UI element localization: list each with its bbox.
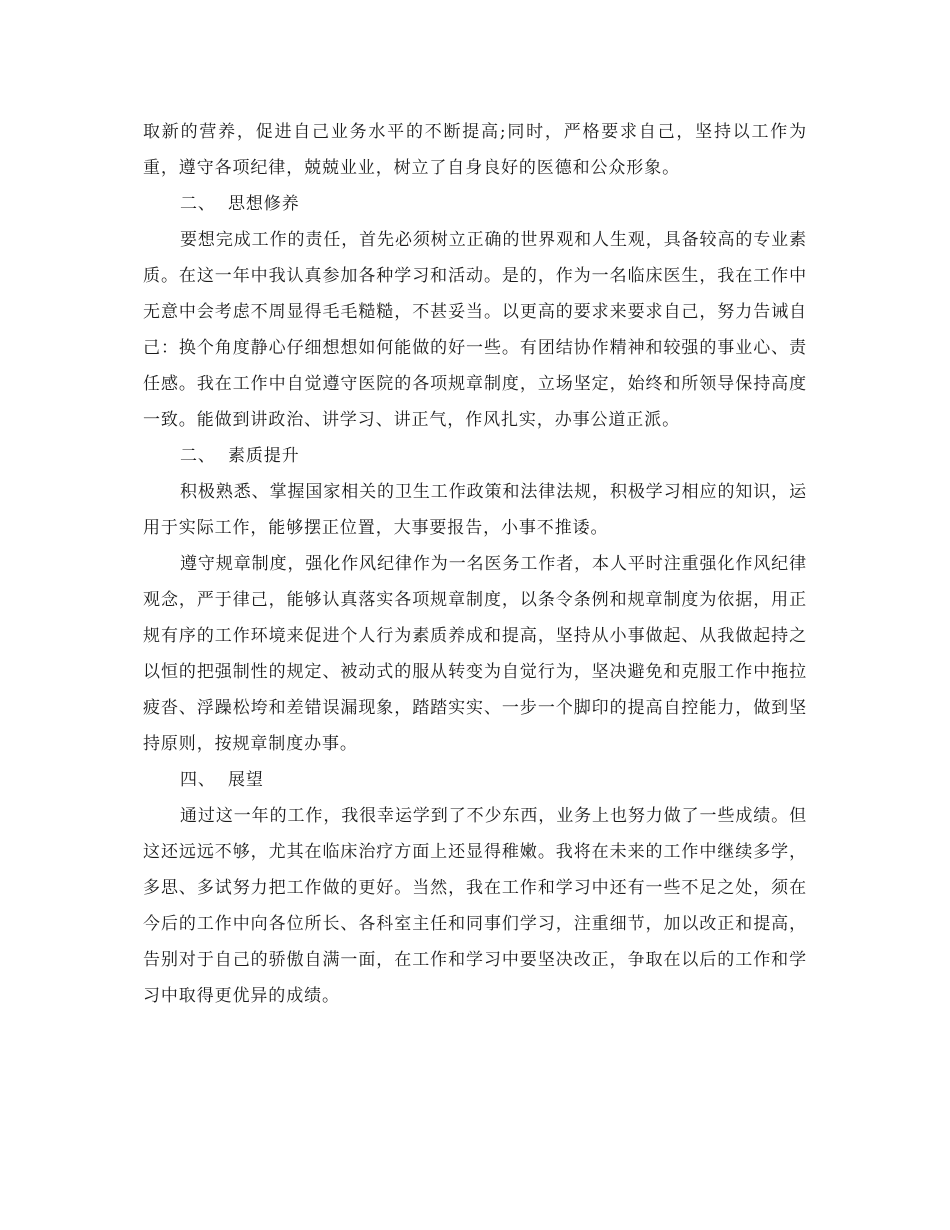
section-number: 二、 bbox=[180, 446, 216, 466]
paragraph: 要想完成工作的责任，首先必须树立正确的世界观和人生观，具备较高的专业素质。在这一年中我认真参加各种学习和活动。是的，作为一名临床医生，我在工作中无意中会考虑不周显得毛毛糙糙，不甚妥当。以更高的要求来要求自己，努力告诫自己：换个角度静心仔细想想如何能做的好一些。有团结协作精神和较强的事业心、责任感。我在工作中自觉遵守医院的各项规章制度，立场坚定，始终和所领导保持高度一致。能做到讲政治、讲学习、讲正气，作风扎实，办事公道正派。 bbox=[143, 230, 807, 430]
section-title: 展望 bbox=[228, 770, 264, 790]
section-heading-outlook bbox=[143, 762, 807, 798]
paragraph: 遵守规章制度，强化作风纪律作为一名医务工作者，本人平时注重强化作风纪律观念，严于律己，能够认真落实各项规章制度，以条令条例和规章制度为依据，用正规有序的工作环境来促进个人行为素质养成和提高，坚持从小事做起、从我做起持之以恒的把强制性的规定、被动式的服从转变为自觉行为，坚决避免和克服工作中拖拉疲沓、浮躁松垮和差错误漏现象，踏踏实实、一步一个脚印的提高自控能力，做到坚持原则，按规章制度办事。 bbox=[143, 554, 807, 754]
section-heading-quality bbox=[143, 438, 807, 474]
section-title: 素质提升 bbox=[228, 446, 300, 466]
section-number: 二、 bbox=[180, 194, 216, 214]
paragraph: 通过这一年的工作，我很幸运学到了不少东西，业务上也努力做了一些成绩。但这还远远不够，尤其在临床治疗方面上还显得稚嫩。我将在未来的工作中继续多学，多思、多试努力把工作做的更好。当然，我在工作和学习中还有一些不足之处，须在今后的工作中向各位所长、各科室主任和同事们学习，注重细节，加以改正和提高，告别对于自己的骄傲自满一面，在工作和学习中要坚决改正，争取在以后的工作和学习中取得更优异的成绩。 bbox=[143, 806, 807, 1006]
section-heading-thought bbox=[143, 186, 807, 222]
document-page bbox=[143, 114, 807, 1014]
section-number: 四、 bbox=[180, 770, 216, 790]
paragraph-continuation: 取新的营养，促进自己业务水平的不断提高;同时，严格要求自己，坚持以工作为重，遵守各项纪律，兢兢业业，树立了自身良好的医德和公众形象。 bbox=[143, 122, 807, 178]
paragraph: 积极熟悉、掌握国家相关的卫生工作政策和法律法规，积极学习相应的知识，运用于实际工作，能够摆正位置，大事要报告，小事不推诿。 bbox=[143, 482, 807, 538]
section-title: 思想修养 bbox=[228, 194, 300, 214]
